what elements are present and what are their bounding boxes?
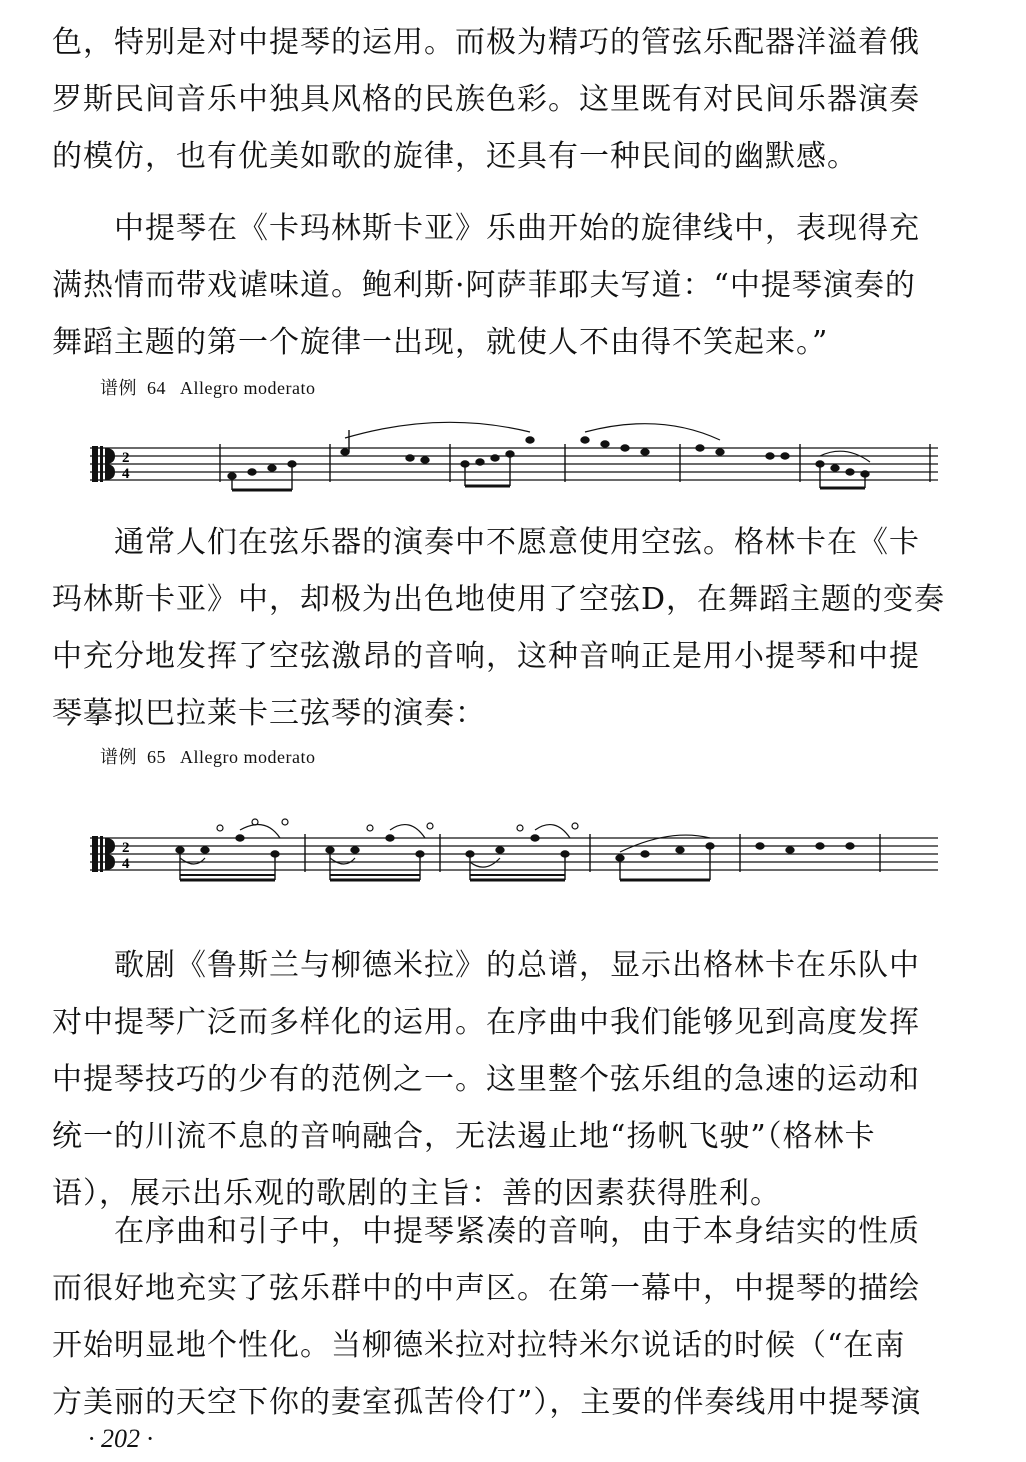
music-score-65: [80, 808, 950, 888]
example-number: 65: [147, 747, 166, 767]
text-line: 中提琴技巧的少有的范例之一。这里整个弦乐组的急速的运动和: [52, 1062, 920, 1097]
text-line: 对中提琴广泛而多样化的运用。在序曲中我们能够见到高度发挥: [52, 1005, 920, 1040]
paragraph-5: [52, 1203, 967, 1431]
text-line: 开始明显地个性化。当柳德米拉对拉特米尔说话的时候（“在南: [52, 1328, 906, 1363]
music-score-64: [80, 418, 950, 498]
text-line: 中充分地发挥了空弦激昂的音响，这种音响正是用小提琴和中提: [52, 639, 920, 674]
text-line: 的模仿，也有优美如歌的旋律，还具有一种民间的幽默感。: [52, 139, 858, 174]
text-line: 罗斯民间音乐中独具风格的民族色彩。这里既有对民间乐器演奏: [52, 82, 920, 117]
text-line: 满热情而带戏谑味道。鲍利斯·阿萨菲耶夫写道：“中提琴演奏的: [52, 268, 916, 303]
text-line: 舞蹈主题的第一个旋律一出现，就使人不由得不笑起来。”: [52, 325, 829, 360]
page-number: · 202 ·: [88, 1424, 153, 1453]
text-line: 语），展示出乐观的歌剧的主旨：善的因素获得胜利。: [52, 1176, 781, 1211]
svg-text:2: 2: [122, 450, 130, 466]
paragraph-3: [52, 514, 967, 742]
tempo-marking: Allegro moderato: [180, 378, 316, 398]
text-line: 方美丽的天空下你的妻室孤苦伶仃”），主要的伴奏线用中提琴演: [52, 1385, 922, 1420]
text-line: 歌剧《鲁斯兰与柳德米拉》的总谱，显示出格林卡在乐队中: [114, 948, 920, 983]
text-line: 中提琴在《卡玛林斯卡亚》乐曲开始的旋律线中，表现得充: [114, 211, 920, 246]
text-line: 在序曲和引子中，中提琴紧凑的音响，由于本身结实的性质: [114, 1214, 920, 1249]
example-label: 谱例: [100, 378, 137, 398]
svg-text:2: 2: [122, 840, 130, 856]
example-label: 谱例: [100, 747, 137, 767]
example-64-caption: [100, 374, 315, 400]
paragraph-2: [52, 200, 967, 371]
text-line: 色，特别是对中提琴的运用。而极为精巧的管弦乐配器洋溢着俄: [52, 25, 920, 60]
svg-text:4: 4: [122, 856, 130, 872]
tempo-marking: Allegro moderato: [180, 747, 316, 767]
text-line: 玛林斯卡亚》中，却极为出色地使用了空弦D，在舞蹈主题的变奏: [52, 582, 946, 617]
example-65-caption: [100, 743, 315, 769]
paragraph-1: [52, 14, 967, 185]
svg-text:4: 4: [122, 466, 130, 482]
text-line: 琴摹拟巴拉莱卡三弦琴的演奏：: [52, 696, 486, 731]
example-number: 64: [147, 378, 166, 398]
text-line: 统一的川流不息的音响融合，无法遏止地“扬帆飞驶”（格林卡: [52, 1119, 876, 1154]
text-line: 通常人们在弦乐器的演奏中不愿意使用空弦。格林卡在《卡: [114, 525, 920, 560]
text-line: 而很好地充实了弦乐群中的中声区。在第一幕中，中提琴的描绘: [52, 1271, 920, 1306]
paragraph-4: [52, 937, 967, 1222]
